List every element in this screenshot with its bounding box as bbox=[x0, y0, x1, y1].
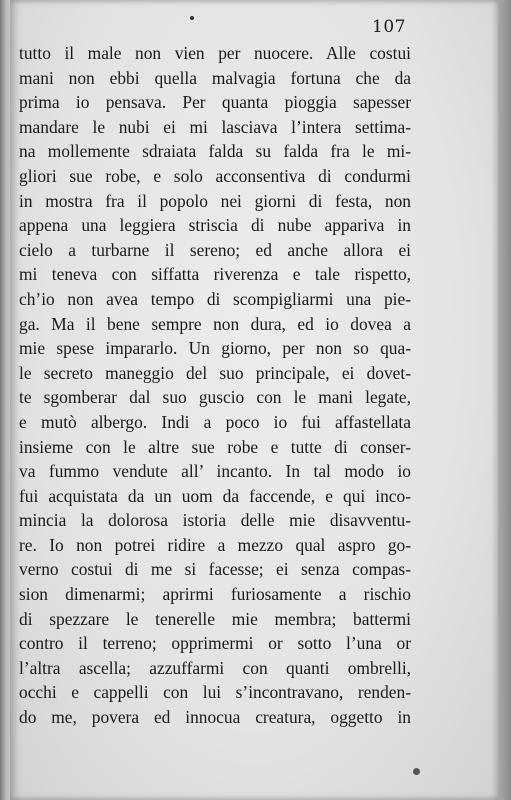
text-line: ch’io non avea tempo di scompigliarmi una pie- bbox=[19, 288, 411, 309]
text-line: mie spese impararlo. Un giorno, per non so qua- bbox=[19, 338, 411, 359]
text-line: tutto il male non vien per nuocere. Alle costui bbox=[19, 43, 411, 63]
text-line: in mostra fra il popolo nei giorni di festa, non bbox=[19, 190, 411, 211]
text-line: ga. Ma il bene sempre non dura, ed io dovea a bbox=[19, 313, 411, 334]
book-page bbox=[10, 0, 498, 800]
text-line: fui acquistata da un uom da faccende, e qui inco- bbox=[19, 485, 411, 506]
text-line: gliori sue robe, e solo acconsentiva di condurmi bbox=[19, 165, 411, 186]
text-line: le secreto maneggio del suo principale, ei dovet- bbox=[19, 362, 411, 383]
text-line: sion dimenarmi; aprirmi furiosamente a rischio bbox=[19, 584, 411, 605]
text-line: mandare le nubi ei mi lasciava l’intera settima- bbox=[19, 116, 411, 137]
text-line: va fummo vendute all’ incanto. In tal modo io bbox=[19, 461, 411, 482]
text-line: appena una leggiera striscia di nube appariva in bbox=[19, 215, 411, 236]
text-line: do me, povera ed innocua creatura, oggetto in bbox=[19, 707, 411, 728]
text-line: prima io pensava. Per quanta pioggia sapesser bbox=[19, 92, 411, 113]
body-text bbox=[19, 41, 411, 730]
ink-speck bbox=[190, 16, 194, 20]
text-line: l’altra ascella; azzuffarmi con quanti ombrelli, bbox=[19, 657, 411, 678]
text-line: e mutò albergo. Indi a poco io fui affastellata bbox=[19, 411, 411, 432]
ink-speck bbox=[413, 768, 420, 775]
text-line: te sgomberar dal suo guscio con le mani legate, bbox=[19, 387, 411, 408]
text-line: cielo a turbarne il sereno; ed anche allora ei bbox=[19, 239, 411, 260]
page-number: 107 bbox=[372, 17, 406, 37]
text-line: re. Io non potrei ridire a mezzo qual aspro go- bbox=[19, 534, 411, 555]
text-line: mincia la dolorosa istoria delle mie disavventu- bbox=[19, 510, 411, 531]
text-line: di spezzare le tenerelle mie membra; battermi bbox=[19, 608, 411, 629]
text-line: mani non ebbi quella malvagia fortuna che da bbox=[19, 67, 411, 88]
text-line: insieme con le altre sue robe e tutte di conser- bbox=[19, 436, 411, 457]
text-line: mi teneva con siffatta riverenza e tale rispetto, bbox=[19, 264, 411, 285]
text-line: na mollemente sdraiata falda su falda fra le mi- bbox=[19, 141, 411, 162]
text-line: verno costui di me si facesse; ei senza compas- bbox=[19, 559, 411, 580]
text-line: occhi e cappelli con lui s’incontravano, renden- bbox=[19, 682, 411, 703]
text-line: contro il terreno; opprimermi or sotto l’una or bbox=[19, 633, 411, 654]
